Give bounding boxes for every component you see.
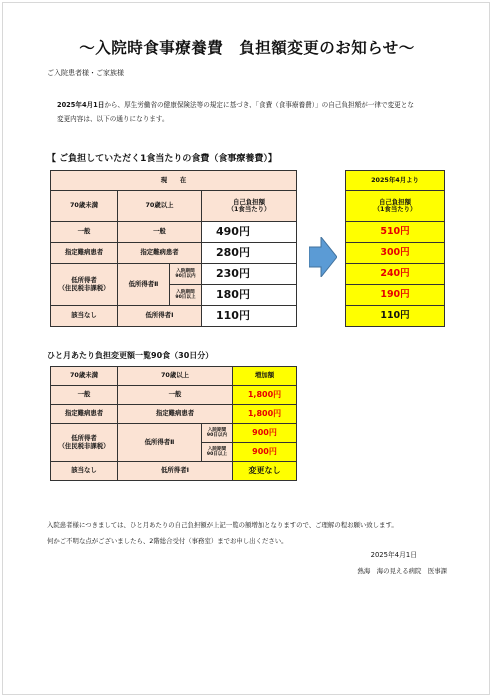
new-price-lowincome-1: 240円: [346, 264, 445, 285]
new-fee-table: [345, 170, 445, 327]
m-row-intractable-amount: 1,800円: [233, 405, 297, 424]
intro-line-2: 変更内容は、以下の通りになります。: [57, 115, 169, 123]
m-row-lowincome-sub2: 入院期間 90日以上: [202, 443, 233, 462]
m-row-general-amount: 1,800円: [233, 386, 297, 405]
m-row-intractable-a: 指定難病患者: [51, 405, 118, 424]
m-col-over70: 70歳以上: [118, 367, 233, 386]
signature: 熱海 海の見える病院 医事課: [357, 567, 447, 575]
new-col-copay: 自己負担額 （1食当たり）: [346, 191, 445, 222]
row-intractable-b: 指定難病患者: [118, 243, 202, 264]
row-general-b: 一般: [118, 222, 202, 243]
note-line-2: 何かご不明な点がございましたら、2階総合受付（事務室）までお申し出ください。: [47, 537, 288, 545]
new-price-intractable: 300円: [346, 243, 445, 264]
intro-text: [57, 98, 452, 126]
col-under70: 70歳未満: [51, 191, 118, 222]
right-arrow-icon: [309, 237, 337, 277]
m-row-none-amount: 変更なし: [233, 462, 297, 481]
m-col-under70: 70歳未満: [51, 367, 118, 386]
current-fee-table: [50, 170, 297, 327]
row-intractable-price: 280円: [202, 243, 297, 264]
intro-line-1: [57, 98, 452, 112]
page-title: ～入院時食事療養費 負担額変更のお知らせ～: [79, 39, 415, 57]
new-price-general: 510円: [346, 222, 445, 243]
row-none-b: 低所得者Ⅰ: [118, 306, 202, 327]
row-intractable-a: 指定難病患者: [51, 243, 118, 264]
row-lowincome-a: 低所得者 （住民税非課税）: [51, 264, 118, 306]
m-row-intractable-b: 指定難病患者: [118, 405, 233, 424]
m-col-increase: 増加額: [233, 367, 297, 386]
monthly-change-table: [50, 366, 297, 481]
new-price-lowincome-2: 190円: [346, 285, 445, 306]
new-header: 2025年4月より: [346, 171, 445, 191]
row-none-price: 110円: [202, 306, 297, 327]
new-price-none: 110円: [346, 306, 445, 327]
col-over70: 70歳以上: [118, 191, 202, 222]
row-lowincome-price1: 230円: [202, 264, 297, 285]
row-lowincome-price2: 180円: [202, 285, 297, 306]
section1-heading: 【 ご負担していただく1食当たりの食費（食事療養費）】: [47, 154, 277, 164]
row-none-a: 該当なし: [51, 306, 118, 327]
m-row-none-b: 低所得者Ⅰ: [118, 462, 233, 481]
m-row-general-b: 一般: [118, 386, 233, 405]
row-general-a: 一般: [51, 222, 118, 243]
m-row-lowincome-a: 低所得者 （住民税非課税）: [51, 424, 118, 462]
m-row-general-a: 一般: [51, 386, 118, 405]
row-general-price: 490円: [202, 222, 297, 243]
addressee: ご入院患者様・ご家族様: [47, 69, 124, 77]
m-row-none-a: 該当なし: [51, 462, 118, 481]
closing-note: [47, 517, 398, 549]
row-lowincome-sub1: 入院期間 90日以内: [170, 264, 202, 285]
m-row-lowincome-b: 低所得者Ⅱ: [118, 424, 202, 462]
current-header: 現 在: [51, 171, 297, 191]
intro-date: 2025年4月1日: [57, 101, 105, 109]
m-row-lowincome-amount1: 900円: [233, 424, 297, 443]
col-copay: 自己負担額 （1食当たり）: [202, 191, 297, 222]
issue-date: 2025年4月1日: [370, 551, 417, 559]
intro-line-1-rest: から、厚生労働省の健康保険法等の規定に基づき、「食費（食事療養費）」の自己負担額が一律で変更とな: [104, 101, 414, 109]
m-row-lowincome-sub1: 入院期間 90日以内: [202, 424, 233, 443]
row-lowincome-sub2: 入院期間 90日以上: [170, 285, 202, 306]
row-lowincome-b: 低所得者Ⅱ: [118, 264, 170, 306]
m-row-lowincome-amount2: 900円: [233, 443, 297, 462]
section2-heading: ひと月あたり負担変更額一覧90食（30日分）: [47, 351, 214, 360]
note-line-1: 入院患者様につきましては、ひと月あたりの自己負担額が上記一覧の額増加となりますので、ご理解の程お願い致します。: [47, 521, 398, 529]
